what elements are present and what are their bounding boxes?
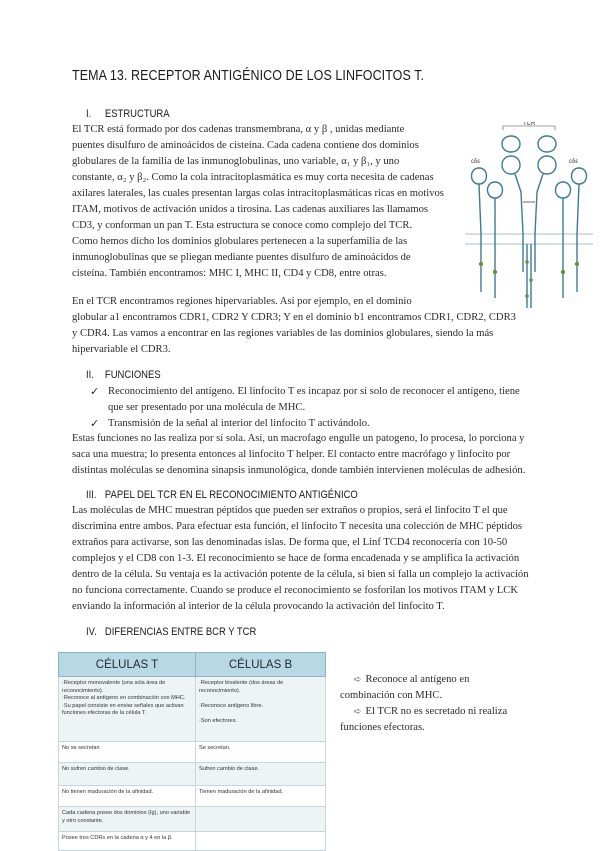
table-header-row [59, 653, 326, 677]
text-line: El TCR está formado por dos cadenas transmembrana, α y β , unidas mediante [72, 124, 405, 135]
table-cell: ·Receptor bivalente (dos áreas de reconocimiento). ·Reconoce antígeno libre. ·Son efectores. [196, 677, 326, 742]
text-line: CD3, y conforman un pan T. Esta estructura se conoce como complejo del TCR. [72, 220, 413, 231]
section-title: PAPEL DEL TCR EN EL RECONOCIMIENTO ANTIGÉNICO [104, 489, 358, 501]
text-line: En el TCR encontramos regiones hipervariables. Así por ejemplo, en el dominio [72, 296, 412, 307]
funcion-item [90, 384, 530, 416]
table-cell: Tienen maduración de la afinidad. [196, 786, 326, 807]
text-line: constante, α₂ y β₂. Como la cola intracitoplasmática es muy corta necesita de cadenas [72, 172, 434, 183]
section-heading-diferencias [86, 626, 256, 638]
text-line: dentro de la célula. Su ventaja es la activación potente de la célula, si bien si falla un complejo la activación [72, 569, 529, 580]
table-row [59, 807, 326, 832]
table-row [59, 677, 326, 742]
page-title: TEMA 13. RECEPTOR ANTIGÉNICO DE LOS LINFOCITOS T. [72, 68, 425, 84]
table-row [59, 742, 326, 763]
text-line: discrimina entre ambos. Para efectuar esta función, el linfocito T necesita una colección de MHC péptidos [72, 521, 522, 532]
text-line: globular a1 encontramos CDR1, CDR2 Y CDR3; Y en el dominio b1 encontramos CDR1, CDR2, CDR3 [72, 312, 516, 323]
side-note-text: funciones efectoras. [340, 722, 425, 733]
side-note-text: Reconoce al antígeno en [365, 674, 470, 685]
side-note-text: El TCR no es secretado ni realiza [365, 706, 508, 717]
text-line: y CDR4. Las vamos a encontrar en las regiones variables de las dominios globulares, siendo la más [72, 328, 494, 339]
arrow-icon: ➪ [354, 707, 362, 717]
text-line: complejos y el CD8 con 1-3. El reconocimiento se hace de forma encadenada y se amplifica la activación [72, 553, 520, 564]
text-line: inmunoglobulinas que se pliegan mediante puentes disulfuro de aminoácidos de [72, 252, 411, 263]
table-cell: ·Receptor monovalente (una sola área de reconocimiento). ·Reconoce al antígeno en combinación con MHC. ·Su papel consiste en enviar señales que activan funciones efectoras de la célula T. [59, 677, 196, 742]
text-line: saca una muestra; lo presenta entonces al linfocito T helper. El contacto entre macrófago y linfocito por [72, 449, 511, 460]
text-line: enviando la información al interior de la célula provocando la activación del linfocito T. [72, 601, 445, 612]
check-icon: ✓ [90, 417, 100, 430]
table-row [59, 763, 326, 786]
text-line: extraños para activarse, son las denominadas islas. De forma que, el Linf TCD4 reconocería con 10-50 [72, 537, 508, 548]
section-heading-funciones [86, 369, 161, 381]
funcion-item-text: Transmisión de la señal al interior del linfocito T activándolo. [108, 418, 370, 429]
table-cell: Cada cadena posee dos dominios (Ig), uno variable y otro constante. [59, 807, 196, 832]
funcion-item [90, 416, 530, 432]
text-line: Estas funciones no las realiza por sí sola. Así, un macrofago engulle un patogeno, lo procesa, lo porciona y [72, 433, 525, 444]
side-notes [340, 672, 560, 736]
section-title: ESTRUCTURA [104, 108, 170, 120]
table-row [59, 786, 326, 807]
column-header-celulas-b: CÉLULAS B [196, 653, 326, 677]
text-line: axilares laterales, las cuales presentan largas colas intracitoplasmáticas ricas en motivos [72, 188, 444, 199]
text-line: Las moléculas de MHC muestran péptidos que pueden ser extraños o propios, será el linfocito T el que [72, 505, 508, 516]
funciones-paragraph [72, 431, 542, 479]
text-line: puentes disulfuro de aminoácidos de cisteína. Cada cadena contiene dos dominios [72, 140, 419, 151]
text-line: Como hemos dicho los dominios globulares pertenecen a la superfamilia de las [72, 236, 408, 247]
section-heading-estructura [86, 108, 170, 120]
figure-label-cd3-right: cδε [569, 159, 579, 165]
table-cell: No sufren cambio de clase. [59, 763, 196, 786]
column-header-celulas-t: CÉLULAS T [59, 653, 196, 677]
papel-paragraph [72, 503, 542, 615]
funcion-item-text: Reconocimiento del antígeno. El linfocito T es incapaz por sí solo de reconocer el antígeno, tiene [108, 386, 520, 397]
table-cell: No se secretan [59, 742, 196, 763]
tcr-complex-diagram [465, 122, 593, 312]
estructura-paragraph [72, 122, 442, 282]
section-title: FUNCIONES [104, 369, 161, 381]
table-cell: Sufren cambio de clase. [196, 763, 326, 786]
text-line: cisteína. También encontramos: MHC I, MHC II, CD4 y CD8, entre otras. [72, 268, 387, 279]
section-title: DIFERENCIAS ENTRE BCR Y TCR [104, 626, 257, 638]
section-number: I. [86, 108, 92, 120]
figure-label-cd3-left: cδε [471, 159, 481, 165]
table-cell [196, 807, 326, 832]
text-line: distintas moléculas se denomina sinapsis inmunológica, donde también intervienen moléculas de adhesión. [72, 465, 526, 476]
text-line: globulares de la familia de las inmunoglobulinas, uno variable, α₁ y β₁, y uno [72, 156, 400, 167]
text-line: ITAM, motivos de activación unidos a tirosina. Las cadenas auxiliares las llamamos [72, 204, 429, 215]
table-cell: No tienen maduración de la afinidad. [59, 786, 196, 807]
text-line: no funciona correctamente. Cuando se produce el reconocimiento se fosforilan los motivos ITAM y LCK [72, 585, 519, 596]
section-heading-papel [86, 489, 358, 501]
check-icon: ✓ [90, 385, 100, 398]
figure-label-tcr: TCR [523, 122, 536, 127]
section-number: IV. [86, 626, 97, 638]
table-cell: Se secretan. [196, 742, 326, 763]
hipervariables-paragraph [72, 294, 542, 358]
table-cell: Posee tres CDRs en la cadena α y 4 en la β. [59, 832, 196, 851]
side-note-text: combinación con MHC. [340, 690, 443, 701]
section-number: III. [86, 489, 97, 501]
side-note [340, 672, 560, 688]
comparison-table [58, 652, 326, 851]
side-note [340, 704, 560, 720]
text-line: hipervariable el CDR3. [72, 344, 171, 355]
funcion-item-text: que ser presentado por una molécula de MHC. [108, 402, 306, 413]
arrow-icon: ➪ [354, 675, 362, 685]
section-number: II. [86, 369, 94, 381]
